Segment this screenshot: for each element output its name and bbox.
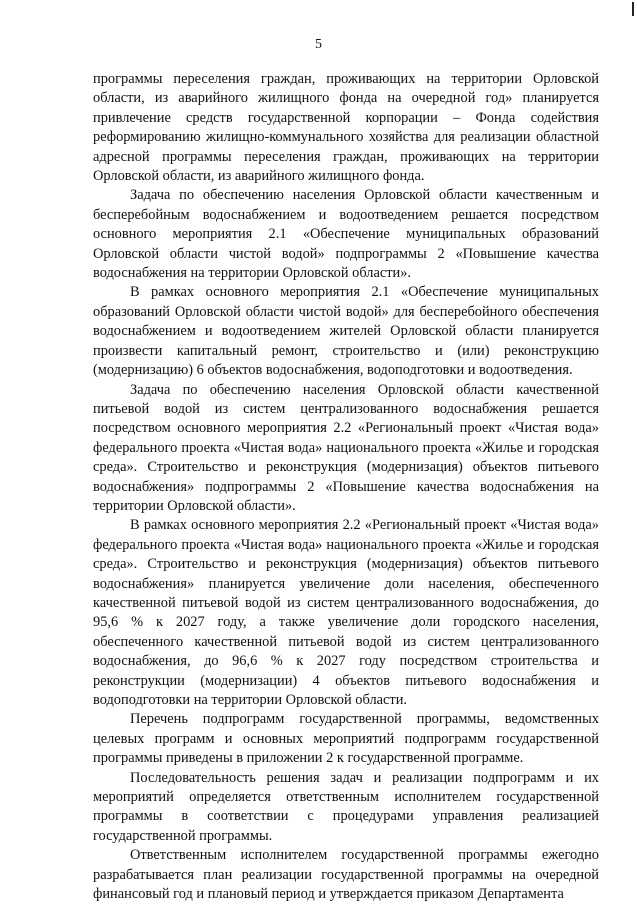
paragraph: Задача по обеспечению населения Орловской области качественным и бесперебойным водоснабжением и водоотведением решается посредством основного мероприятия 2.1 «Обеспечение муниципальных образований Орловской области чистой водой» подпрограммы 2 «Повышение качества водоснабжения на территории Орловской области». <box>93 187 599 282</box>
paragraph-continuation: программы переселения граждан, проживающих на территории Орловской области, из аварийного жилищного фонда на очередной год» планируется привлечение средств государственной корпорации – Фонда содействия реформированию жилищно-коммунального хозяйства для реализации областной адресной программы переселения граждан, проживающих на территории Орловской области, из аварийного жилищного фонда. <box>93 71 599 185</box>
paragraph: В рамках основного мероприятия 2.2 «Региональный проект «Чистая вода» федерального проекта «Чистая вода» национального проекта «Жилье и городская среда». Строительство и реконструкция (модернизация) объектов питьевого водоснабжения» планируется увеличение доли населения, обеспеченного качественной питьевой водой из систем централизованного водоснабжения, до 95,6 % к 2027 году, а также увеличение доли городского населения, обеспеченного качественной питьевой водой из систем централизованного водоснабжения, до 96,6 % к 2027 году посредством строительства и реконструкции (модернизации) 4 объектов питьевого водоснабжения и водоподготовки на территории Орловской области. <box>93 517 599 708</box>
paragraph: Последовательность решения задач и реализации подпрограмм и их мероприятий определяется ответственным исполнителем государственной программы в соответствии с процедурами управления реализацией государственной программы. <box>93 769 599 844</box>
paragraph: Ответственным исполнителем государственной программы ежегодно разрабатывается план реализации государственной программы на очередной финансовый год и плановый период и утверждается приказом Департамента <box>93 847 599 903</box>
body-text <box>93 70 599 904</box>
paragraph: Перечень подпрограмм государственной программы, ведомственных целевых программ и основных мероприятий подпрограмм государственной программы приведены в приложении 2 к государственной программе. <box>93 711 599 767</box>
page-number: 5 <box>315 37 322 52</box>
paragraph: Задача по обеспечению населения Орловской области качественной питьевой водой из систем централизованного водоснабжения решается посредством основного мероприятия 2.2 «Региональный проект «Чистая вода» федерального проекта «Чистая вода» национального проекта «Жилье и городская среда». Строительство и реконструкция (модернизация) объектов питьевого водоснабжения» подпрограммы 2 «Повышение качества водоснабжения на территории Орловской области». <box>93 381 599 514</box>
paragraph: В рамках основного мероприятия 2.1 «Обеспечение муниципальных образований Орловской области чистой водой» для бесперебойного обеспечения водоснабжением и водоотведением жителей Орловской области планируется произвести капитальный ремонт, строительство и (или) реконструкцию (модернизацию) 6 объектов водоснабжения, водоподготовки и водоотведения. <box>93 284 599 379</box>
scan-edge-mark <box>632 2 634 16</box>
